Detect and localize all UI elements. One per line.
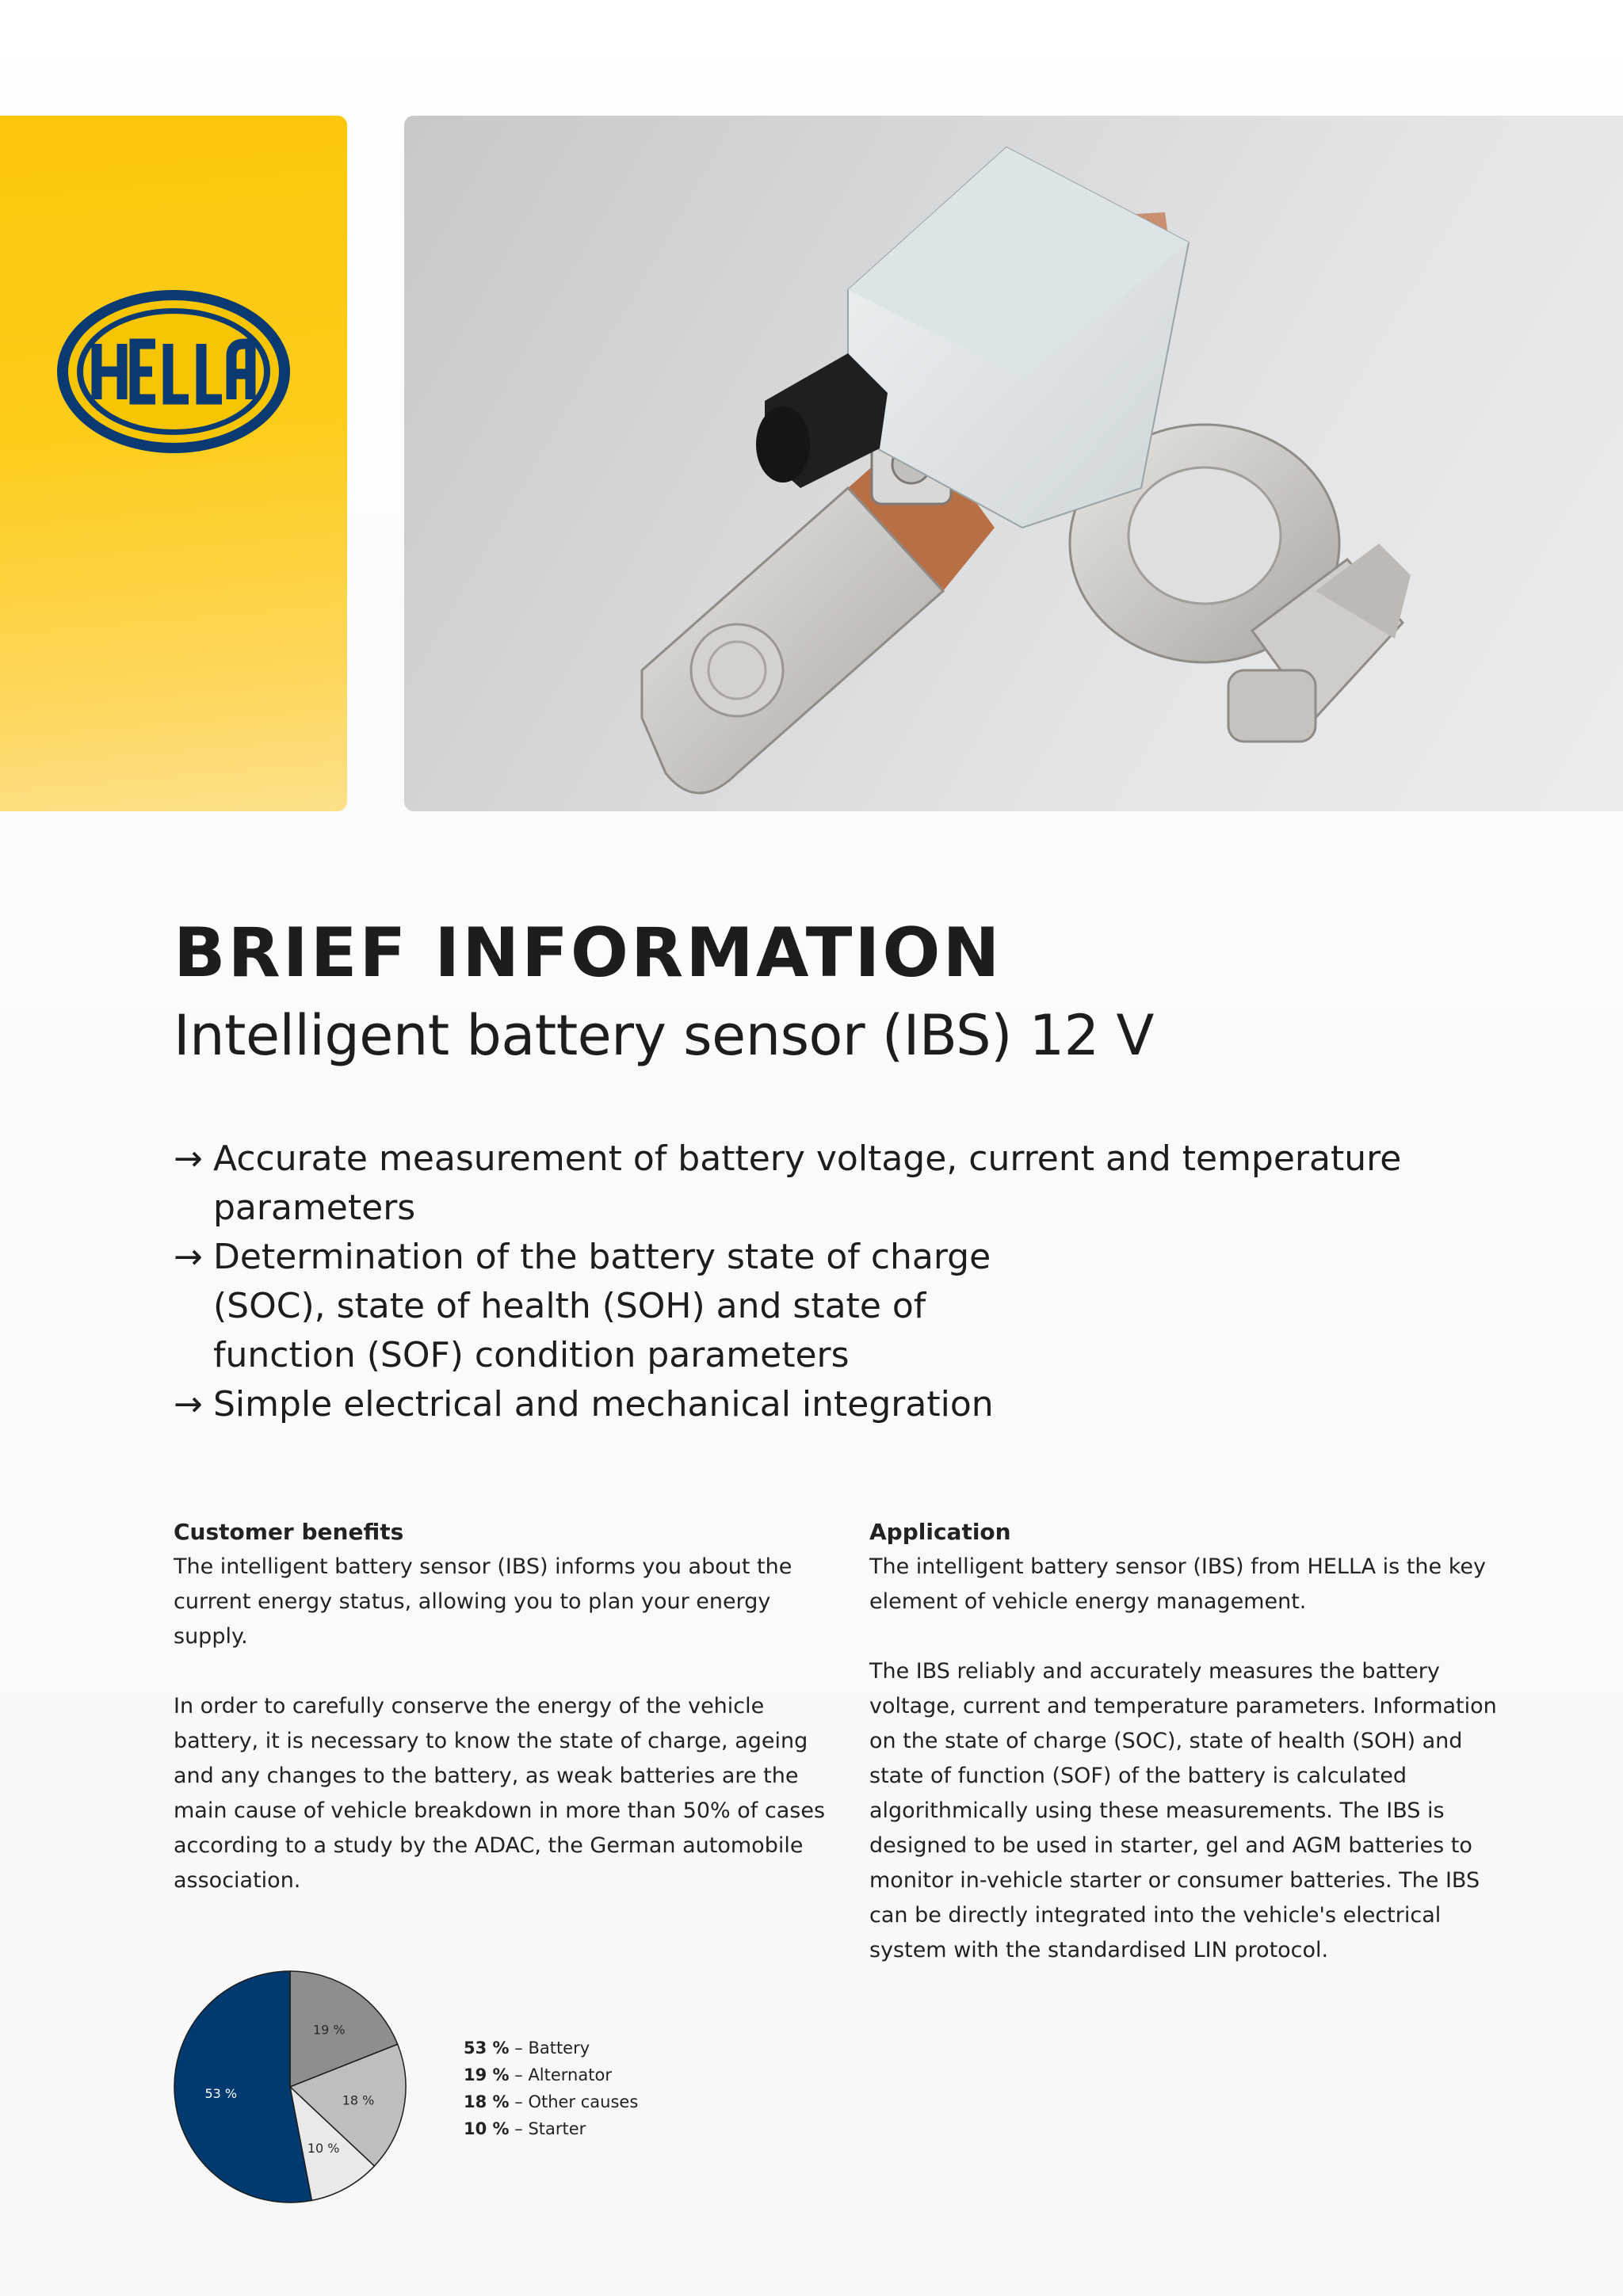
product-photo: [404, 116, 1623, 811]
customer-benefits-heading: Customer benefits: [174, 1519, 404, 1545]
legend-label: – Starter: [514, 2119, 586, 2138]
application-paragraph: The IBS reliably and accurately measures the battery voltage, current and temperature parameters. Information on the state of charge (SOC), state of health (SOH) and state of function (SOF) of the battery is calculated algorithmically using these measurements. The IBS is designed to be used in starter, gel and AGM batteries to monitor in-vehicle starter or consumer batteries. The IBS can be directly integrated into the vehicle's electrical system with the standardised LIN protocol.: [869, 1659, 1497, 1962]
legend-value: 18 %: [464, 2092, 510, 2111]
legend-label: – Alternator: [514, 2065, 612, 2084]
pie-slice-label: 10 %: [307, 2140, 340, 2156]
page-subtitle: Intelligent battery sensor (IBS) 12 V: [174, 1003, 1154, 1068]
brand-yellow-panel: [0, 116, 347, 811]
application-heading: Application: [869, 1519, 1011, 1545]
pie-slice-label: 19 %: [312, 2022, 346, 2038]
arrow-right-icon: →: [174, 1384, 203, 1425]
feature-text: Simple electrical and mechanical integration: [213, 1384, 994, 1425]
legend-value: 53 %: [464, 2039, 510, 2058]
pie-legend: [464, 2035, 638, 2142]
legend-item: [464, 2115, 638, 2142]
customer-benefits-paragraph: In order to carefully conserve the energy of the vehicle battery, it is necessary to know the state of charge, ageing and any changes to the battery, as weak batteries are the main cause of vehicle breakdown in more than 50% of cases according to a study by the ADAC, the German automobile association.: [174, 1694, 826, 1893]
page-title: BRIEF INFORMATION: [174, 913, 1002, 993]
feature-item: [174, 1233, 1584, 1380]
customer-benefits-section: [174, 1515, 831, 1933]
legend-value: 19 %: [464, 2065, 510, 2084]
application-paragraph: The intelligent battery sensor (IBS) from HELLA is the key element of vehicle energy management.: [869, 1554, 1486, 1614]
legend-item: [464, 2035, 638, 2061]
legend-value: 10 %: [464, 2119, 510, 2138]
customer-benefits-paragraph: The intelligent battery sensor (IBS) informs you about the current energy status, allowing you to plan your energy supply.: [174, 1554, 792, 1649]
legend-label: – Other causes: [514, 2092, 639, 2111]
feature-text: Accurate measurement of battery voltage, current and temperature parameters: [213, 1138, 1402, 1228]
feature-text: Determination of the battery state of charge (SOC), state of health (SOH) and state of function (SOF) condition parameters: [213, 1237, 991, 1375]
pie-slice-label: 18 %: [342, 2092, 375, 2108]
feature-item: [174, 1135, 1584, 1233]
hella-logo: [55, 288, 292, 455]
legend-item: [464, 2061, 638, 2088]
feature-list: [174, 1135, 1584, 1429]
legend-label: – Battery: [514, 2039, 590, 2058]
arrow-right-icon: →: [174, 1237, 203, 1277]
application-section: [869, 1515, 1503, 2003]
arrow-right-icon: →: [174, 1138, 203, 1179]
battery-sensor-illustration: [404, 116, 1623, 811]
pie-slice-label: 53 %: [204, 2086, 238, 2102]
legend-item: [464, 2088, 638, 2115]
breakdown-pie-chart: [173, 1970, 407, 2204]
feature-item: [174, 1380, 1584, 1429]
